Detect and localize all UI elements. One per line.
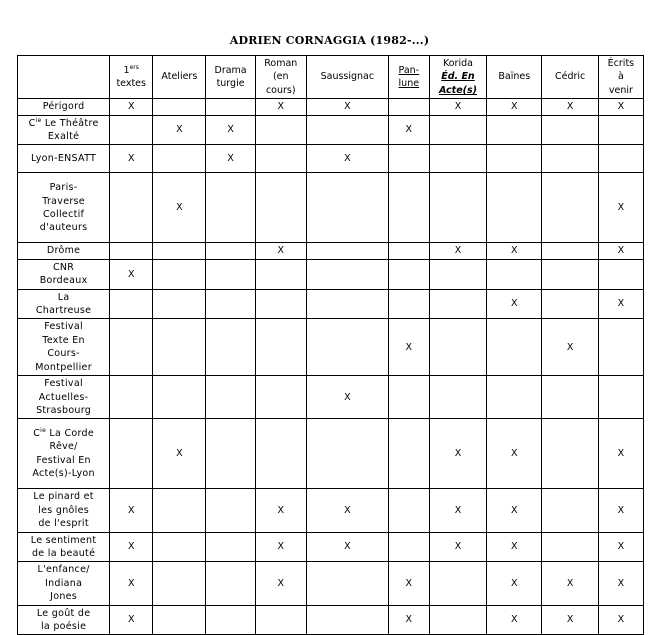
mark-cell [110, 562, 153, 605]
mark: X [454, 504, 462, 516]
mark-cell [487, 532, 542, 562]
mark-cell [542, 99, 598, 115]
mark: X [511, 541, 518, 553]
mark-cell [598, 532, 643, 562]
mark-cell [206, 99, 255, 115]
mark-cell [388, 145, 429, 173]
mark: X [127, 577, 135, 589]
header-line: (en [272, 71, 289, 83]
mark: X [566, 577, 574, 589]
mark: X [405, 341, 413, 353]
mark: X [127, 268, 135, 280]
row-label-cell [18, 419, 110, 489]
mark: X [344, 541, 351, 553]
mark-cell [206, 532, 255, 562]
mark-cell [429, 289, 486, 319]
header-cell: 1ers textes [110, 56, 153, 99]
mark-cell [153, 145, 206, 173]
mark-cell [429, 243, 486, 259]
mark-cell [206, 243, 255, 259]
mark: X [617, 614, 625, 626]
mark-cell [206, 319, 255, 376]
row-label-line: d'auteurs [39, 222, 88, 234]
mark-cell [255, 605, 306, 635]
mark-cell [429, 173, 486, 243]
header-line: Ateliers [161, 71, 198, 83]
mark-cell [306, 532, 388, 562]
row-label-line: la poésie [40, 620, 87, 632]
mark: X [227, 124, 234, 136]
mark: X [344, 391, 351, 403]
row-label-line: Le sentiment [30, 534, 97, 546]
mark-cell [388, 376, 429, 419]
mark-cell [306, 259, 388, 289]
mark-cell [110, 319, 153, 376]
cornaggia-table [17, 55, 644, 635]
row-label-line: les gnôles [38, 504, 89, 516]
row-label-line: Festival [44, 321, 83, 333]
mark-cell [306, 376, 388, 419]
row-label-line: Traverse [42, 195, 85, 207]
header-line: turgie [216, 78, 245, 90]
mark: X [176, 124, 183, 136]
mark-cell [598, 562, 643, 605]
row-label-line: Montpellier [35, 361, 92, 373]
mark: X [511, 577, 518, 589]
mark-cell [487, 115, 542, 145]
mark-cell [153, 319, 206, 376]
mark: X [617, 298, 625, 310]
mark-cell [206, 115, 255, 145]
mark-cell [306, 419, 388, 489]
mark-cell [487, 489, 542, 532]
mark-cell [388, 319, 429, 376]
header-line: Éd. En [441, 71, 475, 83]
mark-cell [388, 243, 429, 259]
mark-cell [487, 319, 542, 376]
mark-cell [598, 145, 643, 173]
header-line: Roman [264, 58, 298, 69]
header-line: Cédric [555, 71, 586, 83]
header-line: Acte(s) [438, 84, 477, 96]
mark-cell [306, 562, 388, 605]
mark-cell [598, 319, 643, 376]
mark-cell [542, 489, 598, 532]
mark-cell [255, 532, 306, 562]
mark-cell [153, 562, 206, 605]
mark-cell [206, 289, 255, 319]
mark: X [405, 614, 413, 626]
mark: X [511, 298, 518, 310]
row-label-line: $C^{ie}$ La Corde [33, 426, 95, 439]
header-line: Baïnes [498, 71, 531, 83]
mark: X [511, 504, 518, 516]
mark-cell [255, 259, 306, 289]
mark: X [127, 504, 135, 516]
mark-cell [598, 99, 643, 115]
mark-cell [153, 243, 206, 259]
row-label-line: Jones [50, 591, 78, 603]
mark-cell [110, 289, 153, 319]
mark-cell [598, 289, 643, 319]
mark: X [617, 101, 625, 113]
mark-cell [429, 99, 486, 115]
table-body [18, 99, 644, 635]
mark-cell [255, 99, 306, 115]
mark-cell [388, 173, 429, 243]
mark-cell [206, 145, 255, 173]
mark: X [344, 153, 351, 165]
mark-cell [598, 489, 643, 532]
mark-cell [429, 259, 486, 289]
row-label-line: Bordeaux [39, 275, 88, 287]
mark-cell [429, 319, 486, 376]
row-label-cell [18, 259, 110, 289]
table-row [18, 489, 644, 532]
header-line: Drama [214, 64, 247, 76]
mark-cell [153, 605, 206, 635]
mark-cell [306, 605, 388, 635]
mark-cell [542, 319, 598, 376]
mark-cell [388, 115, 429, 145]
header-cell [487, 56, 542, 99]
mark: X [617, 504, 625, 516]
table-row [18, 376, 644, 419]
mark-cell [255, 145, 306, 173]
mark-cell [206, 562, 255, 605]
mark-cell [598, 243, 643, 259]
mark-cell [255, 243, 306, 259]
row-label-cell [18, 489, 110, 532]
mark: X [127, 541, 135, 553]
row-label-line: Actuelles- [38, 391, 89, 403]
mark-cell [388, 289, 429, 319]
mark-cell [255, 562, 306, 605]
mark-cell [206, 376, 255, 419]
mark: X [617, 541, 625, 553]
table-row [18, 289, 644, 319]
mark-cell [487, 99, 542, 115]
table-row [18, 99, 644, 115]
mark-cell [542, 243, 598, 259]
mark-cell [306, 289, 388, 319]
mark-cell [110, 173, 153, 243]
mark-cell [110, 115, 153, 145]
mark-cell [110, 489, 153, 532]
mark-cell [306, 99, 388, 115]
mark-cell [429, 419, 486, 489]
mark-cell [206, 605, 255, 635]
mark-cell [153, 419, 206, 489]
mark-cell [255, 376, 306, 419]
row-label-line: Paris- [49, 182, 78, 194]
mark-cell [429, 489, 486, 532]
row-label-line: La [57, 291, 70, 303]
row-label-line: Rêve/ [49, 441, 78, 453]
mark: X [277, 245, 285, 257]
mark-cell [153, 173, 206, 243]
mark: X [277, 577, 285, 589]
mark-cell [542, 376, 598, 419]
mark-cell [306, 145, 388, 173]
row-label-line: Exalté [47, 131, 80, 143]
mark-cell [542, 259, 598, 289]
header-line: Pan- [398, 64, 420, 76]
mark-cell [542, 173, 598, 243]
row-label-line: Collectif [43, 208, 85, 220]
mark: X [344, 101, 351, 113]
header-line: Korida [442, 58, 473, 69]
row-label-line: Cours- [47, 348, 80, 360]
mark-cell [388, 605, 429, 635]
mark-cell [542, 289, 598, 319]
mark-cell [487, 243, 542, 259]
header-cell [306, 56, 388, 99]
mark-cell [153, 289, 206, 319]
mark-cell [255, 173, 306, 243]
mark: X [566, 614, 574, 626]
table-row [18, 145, 644, 173]
row-label-line: Festival En [36, 454, 91, 466]
mark: X [344, 504, 351, 516]
mark-cell [255, 289, 306, 319]
mark-cell [255, 319, 306, 376]
mark: X [454, 245, 462, 257]
mark-cell [542, 532, 598, 562]
mark: X [617, 448, 625, 460]
mark: X [277, 101, 285, 113]
header-line: cours) [265, 84, 296, 96]
mark-cell [429, 115, 486, 145]
mark-cell [388, 419, 429, 489]
mark: X [127, 153, 135, 165]
table-row [18, 243, 644, 259]
table-row [18, 562, 644, 605]
header-row [18, 56, 644, 99]
mark-cell [153, 489, 206, 532]
mark-cell [110, 376, 153, 419]
mark-cell [255, 115, 306, 145]
mark-cell [110, 243, 153, 259]
header-corner-cell [18, 56, 110, 99]
mark: X [127, 101, 135, 113]
row-label-line: de la beauté [31, 547, 96, 559]
mark: X [617, 577, 625, 589]
row-label-cell [18, 115, 110, 145]
mark: X [277, 541, 285, 553]
mark-cell [388, 99, 429, 115]
mark: X [511, 245, 518, 257]
header-cell [153, 56, 206, 99]
mark-cell [153, 259, 206, 289]
mark-cell [429, 532, 486, 562]
row-label-line: Indiana [44, 577, 83, 589]
row-label-line: Le pinard et [33, 491, 94, 503]
mark: X [176, 448, 183, 460]
mark-cell [598, 115, 643, 145]
row-label-line: L'enfance/ [37, 564, 90, 576]
mark-cell [110, 259, 153, 289]
mark-cell [542, 145, 598, 173]
mark: X [454, 541, 462, 553]
mark: X [511, 448, 518, 460]
mark-cell [388, 259, 429, 289]
header-line: textes [116, 78, 146, 90]
row-label-line: Drôme [46, 245, 81, 257]
mark: X [405, 124, 413, 136]
mark-cell [487, 259, 542, 289]
header-line: venir [608, 84, 633, 96]
header-line: Écrits [607, 58, 635, 69]
mark-cell [487, 376, 542, 419]
header-cell [429, 56, 486, 99]
mark-cell [255, 489, 306, 532]
row-label-line: Texte En [42, 334, 85, 346]
mark-cell [306, 243, 388, 259]
mark-cell [388, 562, 429, 605]
table-row [18, 605, 644, 635]
header-line: à [617, 71, 624, 83]
row-label-cell [18, 376, 110, 419]
row-label-cell [18, 145, 110, 173]
mark: X [176, 202, 183, 214]
header-cell [598, 56, 643, 99]
mark-cell [598, 605, 643, 635]
mark-cell [206, 489, 255, 532]
mark-cell [487, 419, 542, 489]
mark-cell [429, 145, 486, 173]
mark-cell [110, 99, 153, 115]
mark: X [511, 614, 518, 626]
mark-cell [306, 319, 388, 376]
table-row [18, 115, 644, 145]
mark-cell [110, 532, 153, 562]
table-row [18, 532, 644, 562]
header-cell [255, 56, 306, 99]
header-cell [542, 56, 598, 99]
mark-cell [487, 605, 542, 635]
mark-cell [487, 173, 542, 243]
table-row [18, 319, 644, 376]
header-cell [206, 56, 255, 99]
header-cell [388, 56, 429, 99]
row-label-line: Chartreuse [35, 305, 92, 317]
mark: X [511, 101, 518, 113]
mark-cell [255, 419, 306, 489]
mark-cell [153, 115, 206, 145]
row-label-cell [18, 319, 110, 376]
row-label-line: de l'esprit [38, 518, 89, 530]
header-line: Saussignac [320, 71, 375, 83]
row-label-cell [18, 99, 110, 115]
mark-cell [388, 489, 429, 532]
mark: X [227, 153, 234, 165]
mark-cell [206, 173, 255, 243]
row-label-line: $C^{ie}$ Le Théâtre [28, 116, 99, 129]
mark-cell [487, 289, 542, 319]
mark-cell [153, 532, 206, 562]
mark-cell [598, 173, 643, 243]
mark: X [617, 245, 625, 257]
row-label-line: Périgord [42, 101, 85, 113]
row-label-cell [18, 562, 110, 605]
row-label-cell [18, 289, 110, 319]
mark: X [454, 448, 462, 460]
mark-cell [487, 145, 542, 173]
mark-cell [542, 562, 598, 605]
mark: X [617, 202, 625, 214]
row-label-cell [18, 532, 110, 562]
mark-cell [306, 115, 388, 145]
row-label-cell [18, 605, 110, 635]
mark-cell [206, 259, 255, 289]
mark-cell [206, 419, 255, 489]
mark: X [127, 614, 135, 626]
mark-cell [429, 562, 486, 605]
row-label-line: CNR [52, 261, 75, 273]
header-line: lune [398, 78, 420, 90]
mark-cell [598, 259, 643, 289]
mark-cell [598, 376, 643, 419]
mark-cell [542, 605, 598, 635]
mark-cell [110, 605, 153, 635]
row-label-line: Lyon-ENSATT [31, 153, 97, 165]
table-row [18, 173, 644, 243]
mark-cell [306, 173, 388, 243]
row-label-line: Acte(s)-Lyon [32, 468, 95, 480]
mark-cell [306, 489, 388, 532]
mark-cell [598, 419, 643, 489]
row-label-line: Le goût de [36, 607, 91, 619]
row-label-cell [18, 173, 110, 243]
row-label-cell [18, 243, 110, 259]
mark: X [454, 101, 462, 113]
mark-cell [388, 532, 429, 562]
table-row [18, 259, 644, 289]
mark-cell [153, 376, 206, 419]
mark-cell [110, 145, 153, 173]
mark: X [405, 577, 413, 589]
mark-cell [110, 419, 153, 489]
mark-cell [487, 562, 542, 605]
mark-cell [542, 115, 598, 145]
mark-cell [429, 376, 486, 419]
row-label-line: Festival [44, 378, 83, 390]
mark-cell [429, 605, 486, 635]
mark-cell [153, 99, 206, 115]
row-label-line: Strasbourg [36, 404, 92, 416]
page-title: ADRIEN CORNAGGIA (1982-...) [229, 34, 430, 47]
mark: X [277, 504, 285, 516]
mark: X [566, 101, 574, 113]
table-row [18, 419, 644, 489]
mark-cell [542, 419, 598, 489]
mark: X [566, 341, 574, 353]
